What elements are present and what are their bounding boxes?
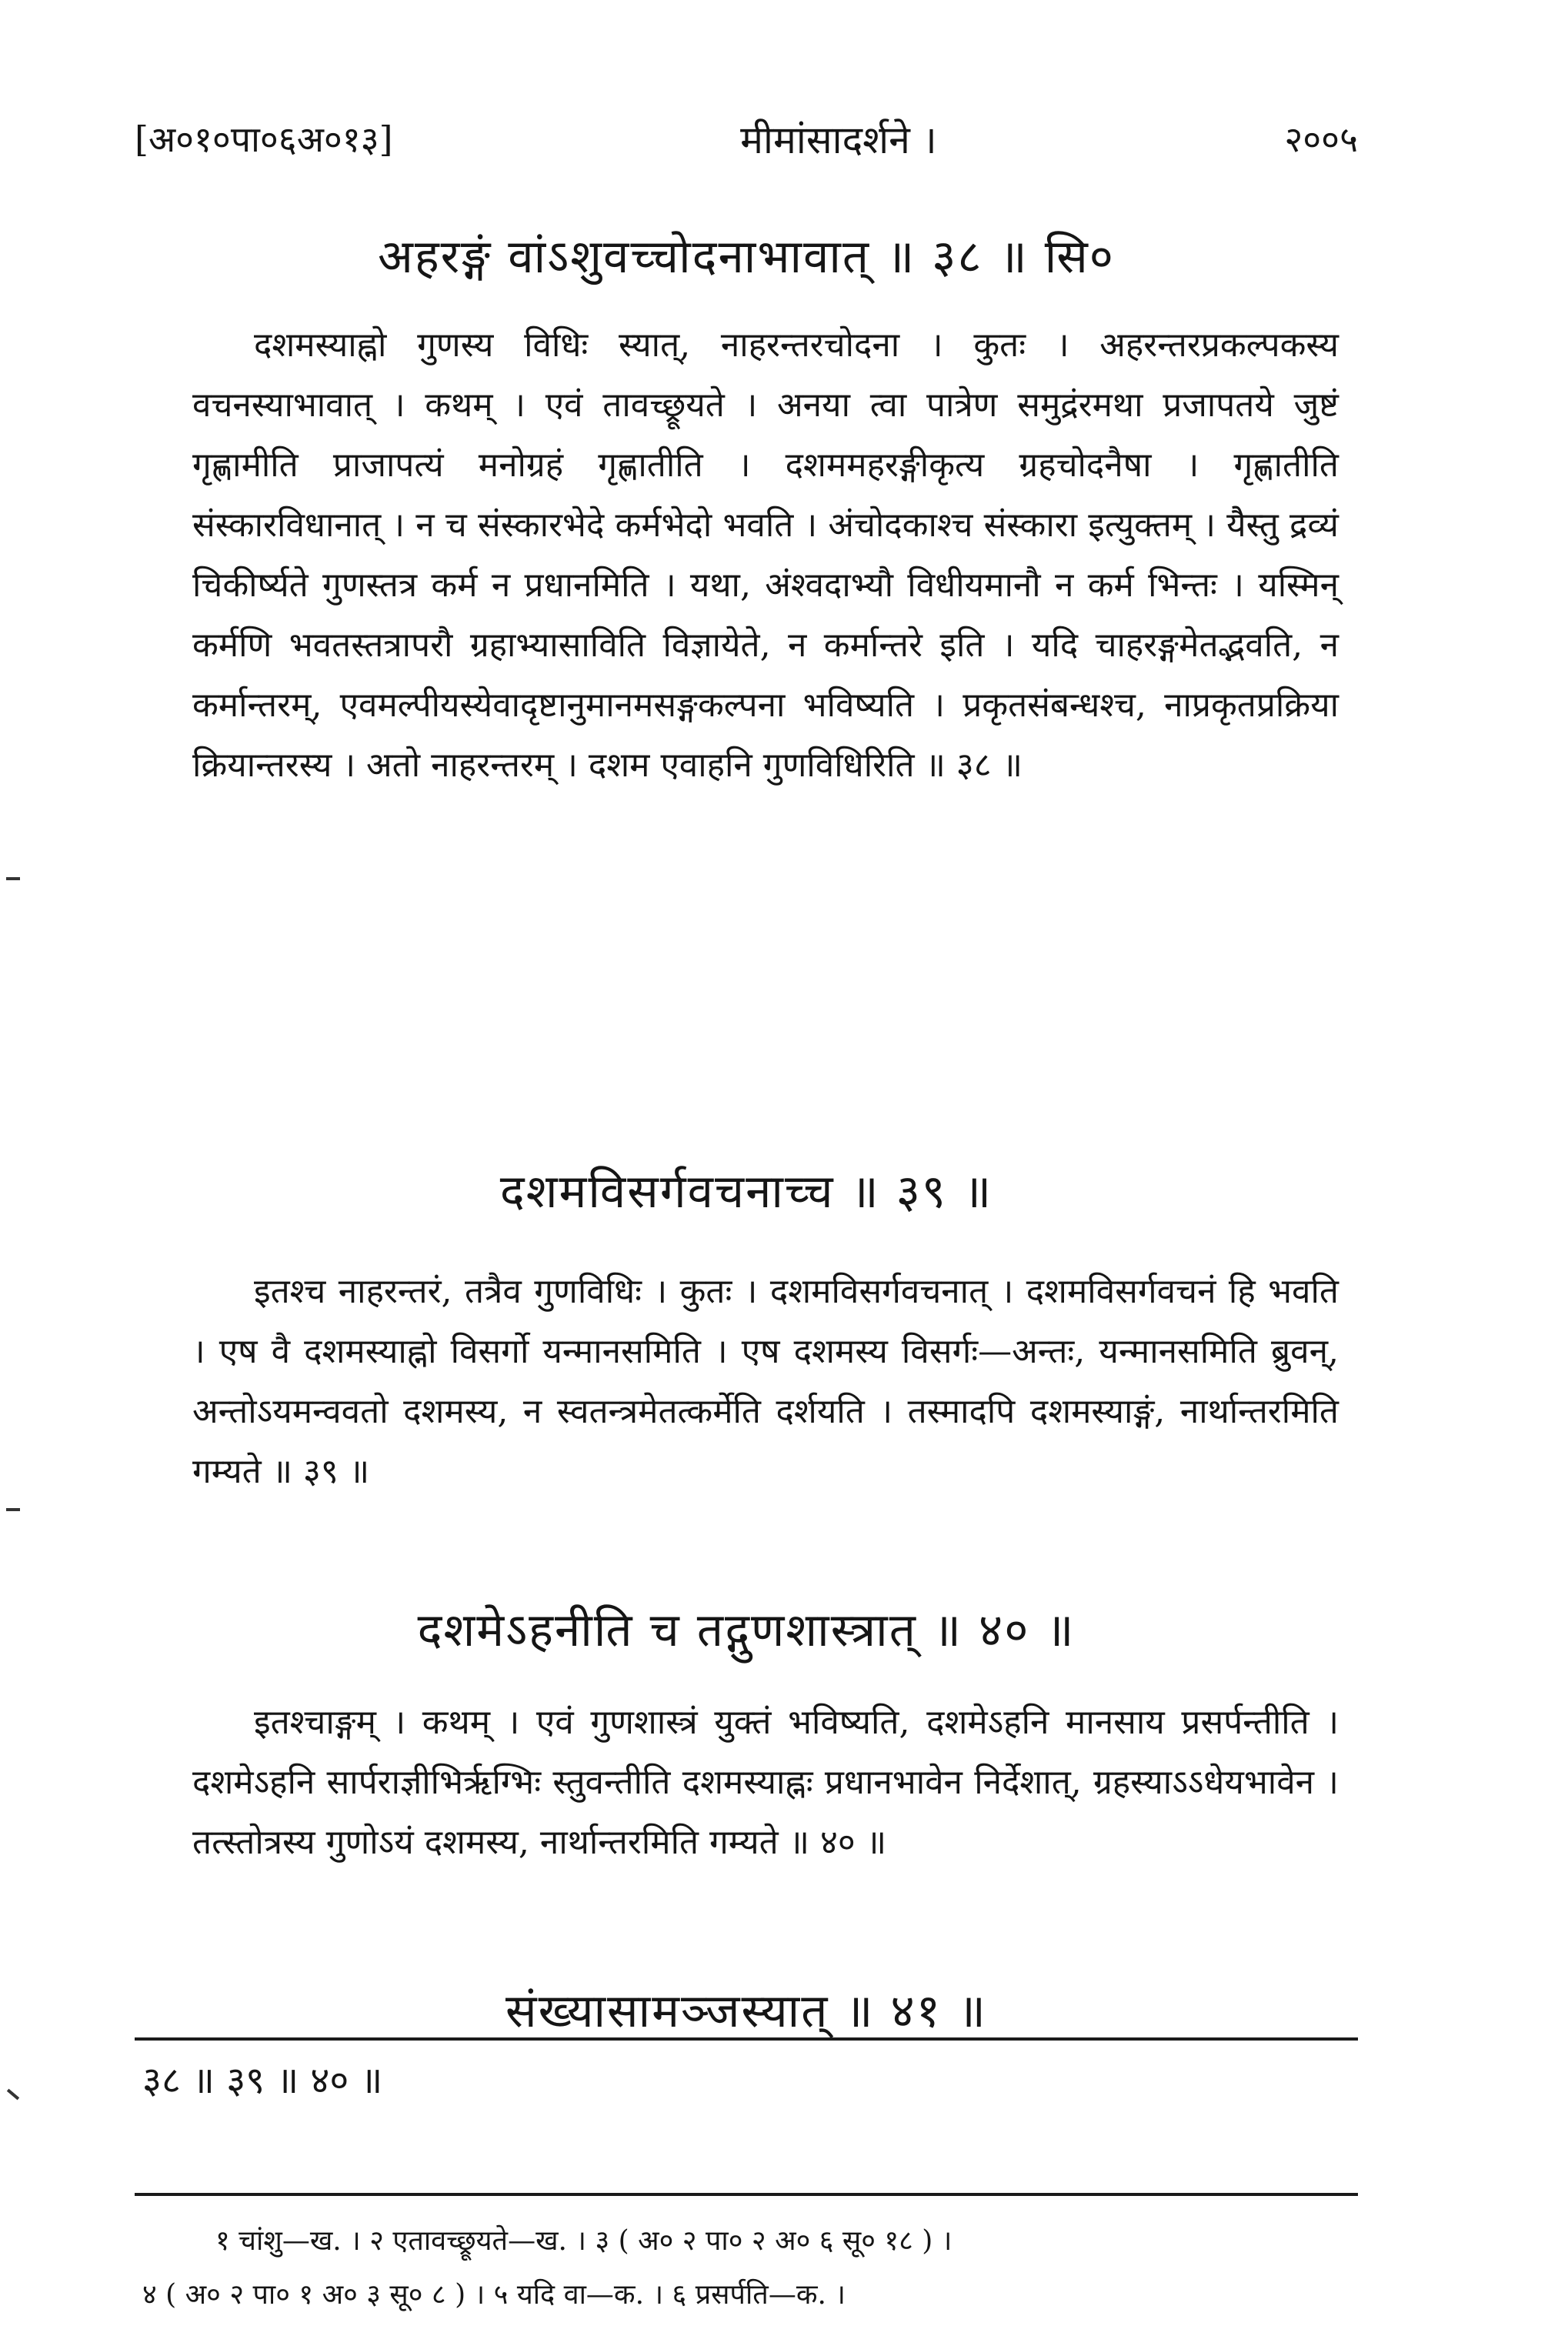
page-number: २००५ <box>1284 118 1358 160</box>
sutra-41: संख्यासामञ्जस्यात् ॥ ४१ ॥ <box>505 1984 987 2038</box>
footnote-separator-bottom <box>135 2193 1358 2196</box>
footnote-references: ३८ ॥ ३९ ॥ ४० ॥ <box>142 2059 383 2102</box>
sutra-38: अहरङ्गं वांऽशुवच्चोदनाभावात् ॥ ३८ ॥ सि० <box>377 230 1116 284</box>
commentary-38: दशमस्याह्नो गुणस्य विधिः स्यात्, नाहरन्तरचोदना । कुतः । अहरन्तरप्रकल्पकस्य वचनस्याभावात् । कथम् । एवं तावच्छ्रूयते । अनया त्वा पात्रेण समुद्रंरमथा प्रजापतये जुष्टं गृह्णामीति प्राजापत्यं मनोग्रहं गृह्णातीति । दशममहरङ्गीकृत्य ग्रहचोदनैषा । गृह्णातीति संस्कारविधानात् । न च संस्कारभेदे कर्मभेदो भवति । अंचोदकाश्च संस्कारा इत्युक्तम् । येैस्तु द्रव्यं चिकीर्ष्यते गुणस्तत्र कर्म न प्रधानमिति । यथा, अंश्वदाभ्यौ विधीयमानौ न कर्म भिन्तः । यस्मिन् कर्मणि भवतस्तत्रापरौ ग्रहाभ्यासाविति विज्ञायेते, न कर्मान्तरे इति । यदि चाहरङ्गमेतद्भवति, न कर्मान्तरम्, एवमल्पीयस्येवादृष्टानुमानमसङ्गकल्पना भविष्यति । प्रकृतसंबन्धश्च, नाप्रकृतप्रक्रिया क्रियान्तरस्य । अतो नाहरन्तरम् । दशम एवाहनि गुणविधिरिति ॥ ३८ ॥ <box>192 325 1339 785</box>
header-title: मीमांसादर्शने । <box>740 118 937 162</box>
sutra-39: दशमविसर्गवचनाच्च ॥ ३९ ॥ <box>499 1165 993 1219</box>
scan-margin-mark <box>6 877 20 880</box>
commentary-39: इतश्च नाहरन्तरं, तत्रैव गुणविधिः । कुतः । दशमविसर्गवचनात् । दशमविसर्गवचनं हि भवति । एष वै दशमस्याह्नो विसर्गो यन्मानसमिति । एष दशमस्य विसर्गः—अन्तः, यन्मानसमिति ब्रुवन्, अन्तोऽयमन्ववतो दशमस्य, न स्वतन्त्रमेतत्कर्मेति दर्शयति । तस्मादपि दशमस्याङ्गं, नार्थान्तरमिति गम्यते ॥ ३९ ॥ <box>192 1272 1339 1491</box>
footnote-separator-top <box>135 2037 1358 2041</box>
scan-margin-mark <box>6 1508 20 1511</box>
sutra-40: दशमेऽहनीति च तद्गुणशास्त्रात् ॥ ४० ॥ <box>417 1603 1076 1657</box>
commentary-40: इतश्चाङ्गम् । कथम् । एवं गुणशास्त्रं युक्तं भविष्यति, दशमेऽहनि मानसाय प्रसर्पन्तीति । दशमेऽहनि सार्पराज्ञीभिर्ऋग्भिः स्तुवन्तीति दशमस्याह्नः प्रधानभावेन निर्देशात्, ग्रहस्याऽऽधेयभावेन । तत्स्तोत्रस्य गुणोऽयं दशमस्य, नार्थान्तरमिति गम्यते ॥ ४० ॥ <box>192 1703 1339 1862</box>
footnote-line-1: १ चांशु—ख. । २ एतावच्छ्रूयते—ख. । ३ ( अ० २ पा० २ अ० ६ सू० १८ ) । <box>215 2225 952 2257</box>
header-reference: [अ०१०पा०६अ०१३] <box>135 118 393 160</box>
footnote-line-2: ४ ( अ० २ पा० १ अ० ३ सू० ८ ) । ५ यदि वा—क. । ६ प्रसर्पति—क. । <box>142 2279 846 2311</box>
scan-margin-mark <box>7 2089 19 2101</box>
running-header <box>135 108 1358 169</box>
